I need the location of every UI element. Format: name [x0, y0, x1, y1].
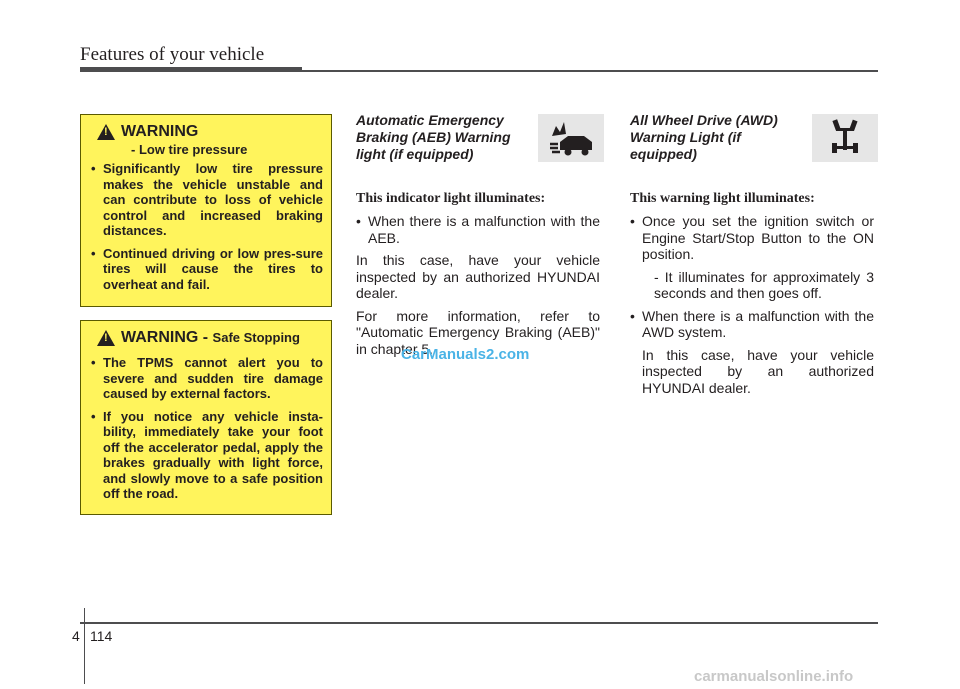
warning-item: • Significantly low tire pressure makes the vehicle unstable and can contribute to loss of vehicle control and increased braking distances. [91, 161, 323, 239]
aeb-warning-icon [538, 114, 604, 162]
warning-box-safe-stopping [80, 320, 332, 515]
awd-paragraph: In this case, have your vehicle inspected by an authorized HYUNDAI dealer. [642, 346, 874, 396]
footer-divider [84, 608, 85, 684]
footer-rule [80, 622, 878, 624]
warning-title [121, 329, 300, 347]
awd-bullet: • When there is a malfunction with the AWD system. [630, 308, 874, 341]
warning-title-main: WARNING - [121, 329, 213, 346]
header-rule [80, 70, 878, 72]
warning-item: • The TPMS cannot alert you to severe and sudden tire damage caused by external factors. [91, 355, 323, 402]
awd-lead: This warning light illuminates: [630, 191, 815, 206]
aeb-section-title: Automatic Emergency Braking (AEB) Warning light (if equipped) [356, 112, 511, 162]
aeb-section [356, 112, 600, 357]
warning-box-low-tire-pressure [80, 114, 332, 307]
page-number: 114 [90, 628, 113, 644]
warning-title-suffix: Safe Stopping [212, 330, 300, 345]
watermark: CarManuals2.com [401, 346, 530, 363]
source-watermark: carmanualsonline.info [694, 668, 854, 685]
warning-item: • If you notice any vehicle insta-bility, immediately take your foot off the accelerator pedal, apply the brakes gradually with light force, and slowly move to a safe position off the road. [91, 409, 323, 502]
awd-section-title: All Wheel Drive (AWD) Warning Light (if equipped) [630, 112, 778, 162]
warning-triangle-icon [97, 330, 115, 346]
aeb-paragraph: In this case, have your vehicle inspected by an authorized HYUNDAI dealer. [356, 252, 600, 301]
awd-warning-icon [812, 114, 878, 162]
aeb-paragraph: For more information, refer to "Automatic Emergency Braking (AEB)" in chapter 5. [356, 307, 600, 357]
page-header-title: Features of your vehicle [80, 44, 265, 65]
aeb-bullet: • When there is a malfunction with the AEB. [356, 213, 600, 246]
warning-item: • Continued driving or low pres-sure tires will cause the tires to overheat and fail. [91, 246, 323, 293]
warning-triangle-icon [97, 124, 115, 140]
warning-title: WARNING [121, 123, 199, 140]
warning-subtitle: - Low tire pressure [131, 142, 248, 157]
awd-section [630, 112, 874, 396]
awd-dash-item: - It illuminates for approximately 3 seconds and then goes off. [654, 268, 874, 301]
awd-bullet: • Once you set the ignition switch or Engine Start/Stop Button to the ON position. [630, 213, 874, 263]
chapter-number: 4 [72, 628, 80, 644]
aeb-lead: This indicator light illuminates: [356, 191, 546, 206]
